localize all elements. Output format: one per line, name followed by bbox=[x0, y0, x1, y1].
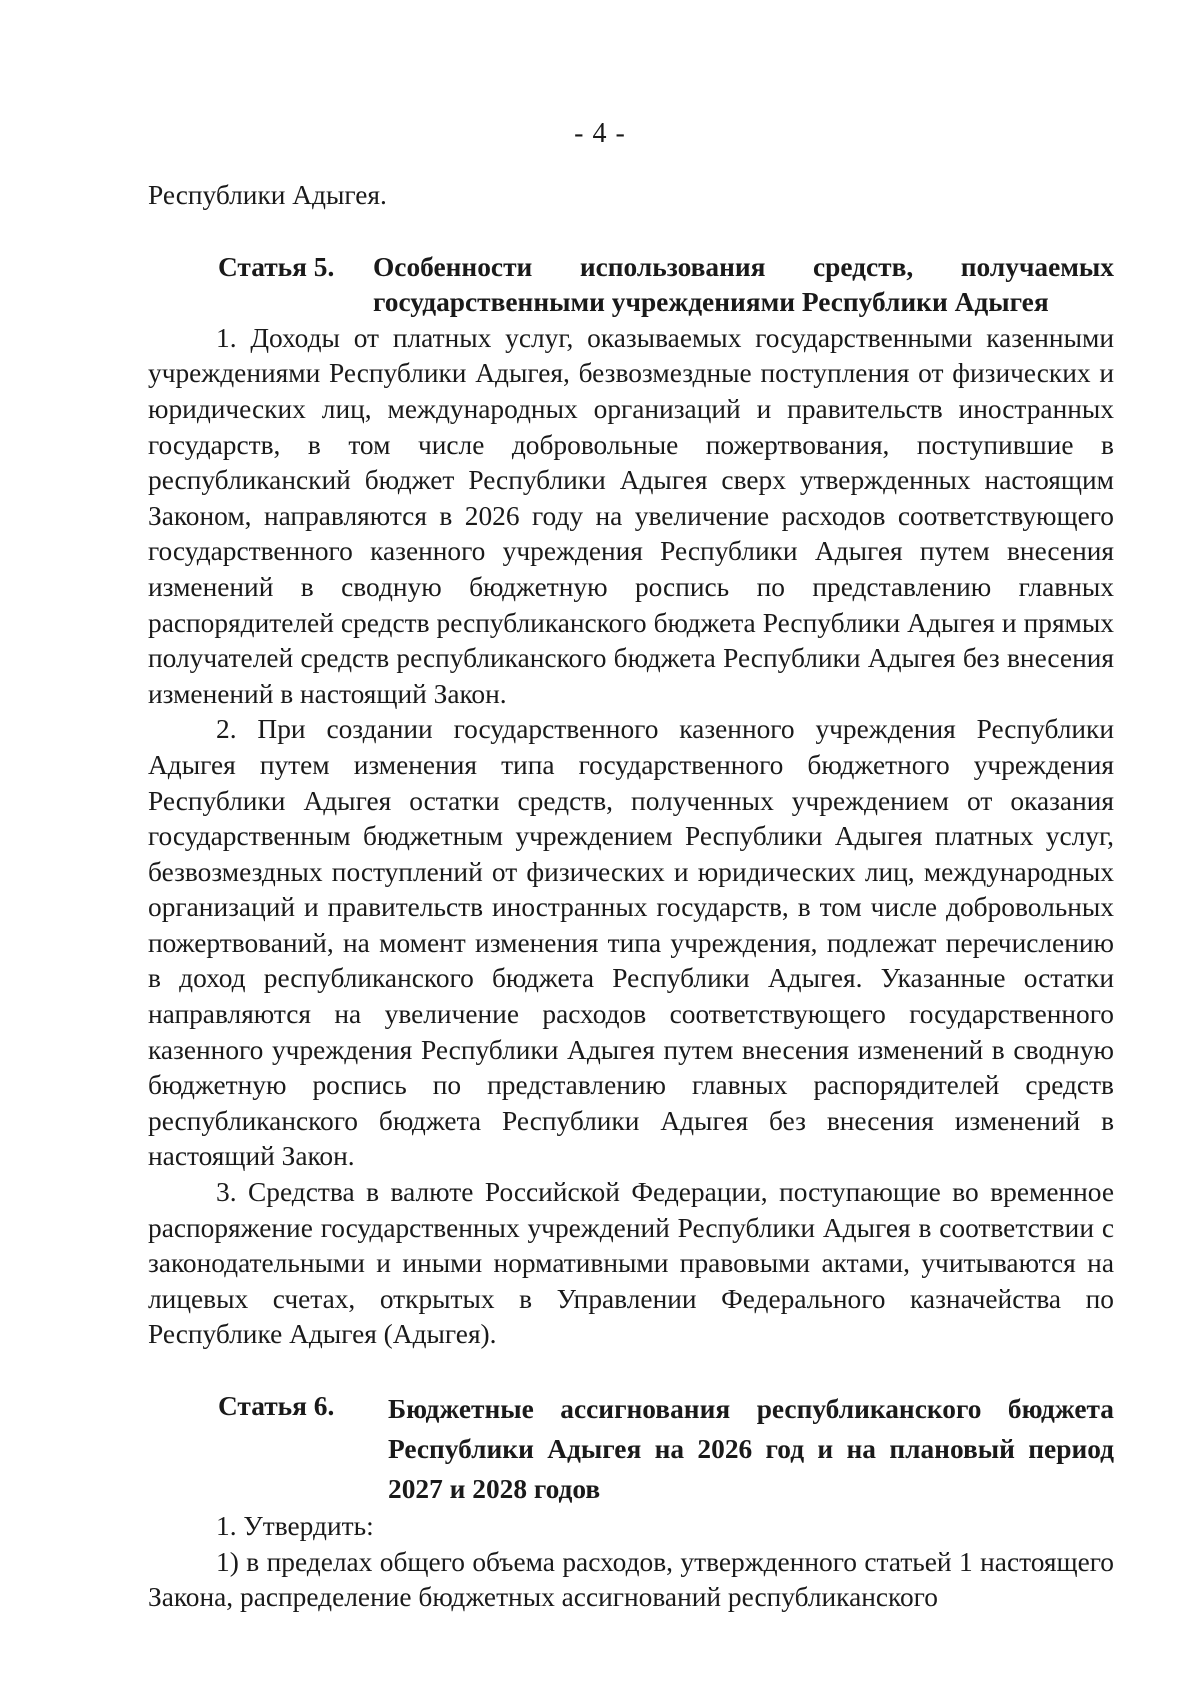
article-5-paragraph-1: 1. Доходы от платных услуг, оказываемых государственными казенными учреждениями Республики Адыгея, безвозмездные поступления от физических и юридических лиц, международных организаций и правительств иностранных государств, в том числе добровольные пожертвования, поступившие в республиканский бюджет Республики Адыгея сверх утвержденных настоящим Законом, направляются в 2026 году на увеличение расходов соответствующего государственного казенного учреждения Республики Адыгея путем внесения изменений в сводную бюджетную роспись по представлению главных распорядителей средств республиканского бюджета Республики Адыгея и прямых получателей средств республиканского бюджета Республики Адыгея без внесения изменений в настоящий Закон. bbox=[148, 322, 1114, 709]
article-5-paragraph-2: 2. При создании государственного казенного учреждения Республики Адыгея путем изменения типа государственного бюджетного учреждения Республики Адыгея остатки средств, полученных учреждением от оказания государственным бюджетным учреждением Республики Адыгея платных услуг, безвозмездных поступлений от физических и юридических лиц, международных организаций и правительств иностранных государств, в том числе добровольных пожертвований, на момент изменения типа учреждения, подлежат перечислению в доход республиканского бюджета Республики Адыгея. Указанные остатки направляются на увеличение расходов соответствующего государственного казенного учреждения Республики Адыгея путем внесения изменений в сводную бюджетную роспись по представлению главных распорядителей средств республиканского бюджета Республики Адыгея без внесения изменений в настоящий Закон. bbox=[148, 714, 1114, 1172]
page-number: - 4 - bbox=[574, 118, 626, 149]
article-6-heading bbox=[148, 1389, 1114, 1509]
document-body bbox=[148, 178, 1114, 1616]
article-6-paragraph-2: 1) в пределах общего объема расходов, утвержденного статьей 1 настоящего Закона, распределение бюджетных ассигнований республиканского bbox=[148, 1546, 1114, 1613]
article-5-label: Статья 5. bbox=[218, 251, 335, 282]
article-6-title: Бюджетные ассигнования республиканского бюджета Республики Адыгея на 2026 год и на плановый период 2027 и 2028 годов bbox=[388, 1394, 1114, 1504]
article-5-paragraph-3: 3. Средства в валюте Российской Федерации, поступающие во временное распоряжение государственных учреждений Республики Адыгея в соответствии с законодательными и иными нормативными правовыми актами, учитываются на лицевых счетах, открытых в Управлении Федерального казначейства по Республике Адыгея (Адыгея). bbox=[148, 1177, 1114, 1350]
article-5-title: Особенности использования средств, получаемых государственными учреждениями Республики Адыгея bbox=[373, 251, 1114, 318]
article-5-heading bbox=[148, 250, 1114, 321]
article-6-label: Статья 6. bbox=[218, 1391, 335, 1421]
carryover-text: Республики Адыгея. bbox=[148, 180, 387, 210]
article-6-paragraph-1: 1. Утвердить: bbox=[216, 1511, 374, 1541]
